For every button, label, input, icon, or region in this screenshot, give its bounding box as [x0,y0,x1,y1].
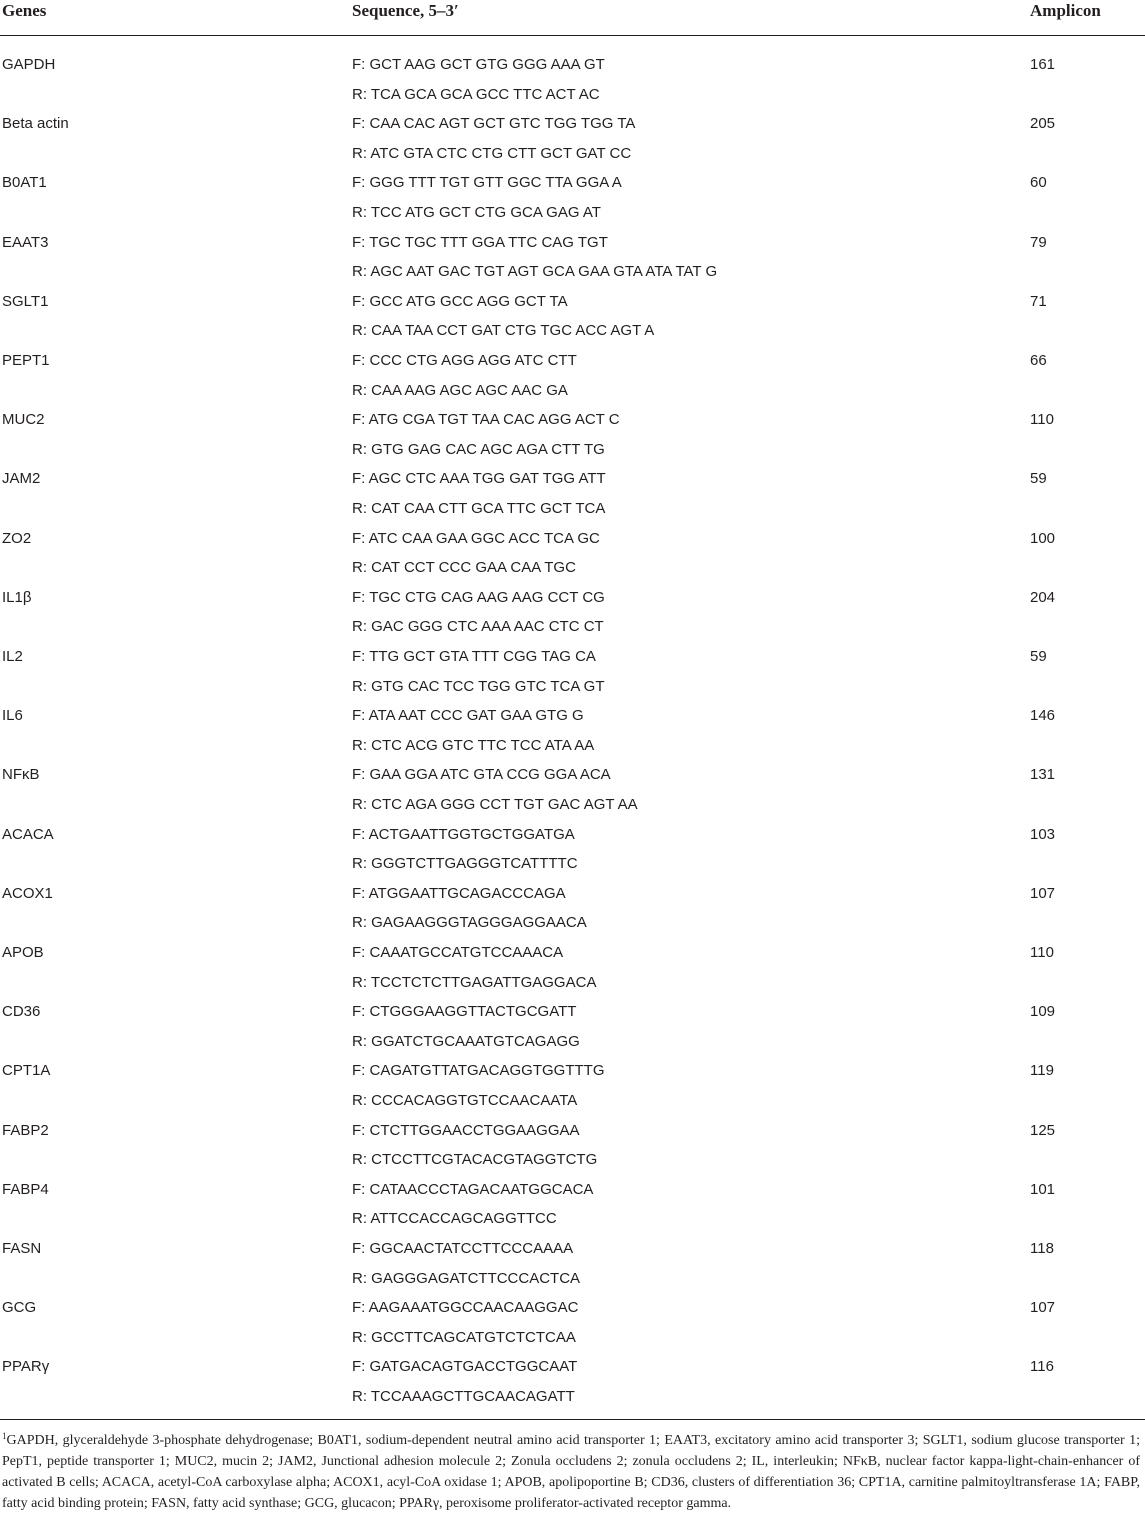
table-row [0,470,1145,500]
table-row-reverse [0,1329,1145,1359]
forward-primer: F: CAAATGCCATGTCCAAACA [352,944,564,961]
table-row [0,234,1145,264]
table-row-reverse [0,1033,1145,1063]
gene-name: Beta actin [2,115,69,133]
gene-name: FASN [2,1240,42,1257]
amplicon-size: 161 [1030,56,1056,73]
forward-primer: F: ATA AAT CCC GAT GAA GTG G [352,707,584,725]
amplicon-size: 107 [1030,1299,1056,1317]
table-row [0,589,1145,619]
table-row-reverse [0,145,1145,175]
table-row-reverse [0,914,1145,944]
amplicon-size: 116 [1030,1358,1054,1376]
header-sequence: Sequence, 5–3′ [352,1,459,20]
reverse-primer: R: GGGTCTTGAGGGTCATTTTC [352,855,578,873]
table-row [0,944,1145,974]
table-row [0,411,1145,441]
table-row-reverse [0,263,1145,293]
table-row-reverse [0,1270,1145,1300]
table-row-reverse [0,737,1145,767]
forward-primer: F: GATGACAGTGACCTGGCAAT [352,1358,578,1376]
reverse-primer: R: TCCTCTCTTGAGATTGAGGACA [352,973,597,991]
gene-name: ZO2 [2,529,32,547]
gene-name: IL6 [2,707,23,725]
table-row-reverse [0,1151,1145,1181]
reverse-primer: R: CAA AAG AGC AGC AAC GA [352,381,568,399]
reverse-primer: R: TCC ATG GCT CTG GCA GAG AT [352,204,601,221]
gene-name: EAAT3 [2,233,49,251]
table-row [0,56,1145,86]
table-row [0,174,1145,204]
table-bottom-rule [0,1419,1145,1420]
table-row [0,115,1145,145]
gene-name: GCG [2,1299,37,1317]
reverse-primer: R: CTC ACG GTC TTC TCC ATA AA [352,736,595,754]
amplicon-size: 119 [1030,1062,1054,1080]
forward-primer: F: ACTGAATTGGTGCTGGATGA [352,825,575,843]
table-row [0,1062,1145,1092]
amplicon-size: 109 [1030,1003,1056,1021]
gene-name: GAPDH [2,56,56,73]
table-row-reverse [0,500,1145,530]
reverse-primer: R: GAGGGAGATCTTCCCACTCA [352,1269,581,1287]
table-row-reverse [0,1092,1145,1122]
forward-primer: F: GAA GGA ATC GTA CCG GGA ACA [352,766,611,784]
table-row [0,1181,1145,1211]
reverse-primer: R: GGATCTGCAAATGTCAGAGG [352,1032,580,1050]
table-header [0,0,1145,36]
forward-primer: F: GGCAACTATCCTTCCCAAAA [352,1240,574,1257]
table-row [0,1358,1145,1388]
table-footnote [2,1430,1140,1514]
table-row-reverse [0,1388,1145,1418]
reverse-primer: R: ATC GTA CTC CTG CTT GCT GAT CC [352,144,632,162]
reverse-primer: R: GAGAAGGGTAGGGAGGAACA [352,914,587,932]
table-row-reverse [0,974,1145,1004]
forward-primer: F: ATG CGA TGT TAA CAC AGG ACT C [352,411,620,429]
reverse-primer: R: CCCACAGGTGTCCAACAATA [352,1092,578,1109]
reverse-primer: R: CTC AGA GGG CCT TGT GAC AGT AA [352,796,638,813]
amplicon-size: 103 [1030,825,1056,843]
forward-primer: F: AGC CTC AAA TGG GAT TGG ATT [352,470,606,488]
amplicon-size: 100 [1030,529,1056,547]
table-row-reverse [0,559,1145,589]
reverse-primer: R: GCCTTCAGCATGTCTCTCAA [352,1328,576,1346]
forward-primer: F: CATAACCCTAGACAATGGCACA [352,1180,594,1198]
amplicon-size: 79 [1030,233,1047,251]
amplicon-size: 59 [1030,648,1047,665]
footnote-text: GAPDH, glyceraldehyde 3-phosphate dehydrogenase; B0AT1, sodium-dependent neutral amino acid transporter 1; EAAT3, excitatory amino acid transporter 3; SGLT1, sodium glucose transporter 1; PepT1, peptide transporter 1; MUC2, mucin 2; JAM2, Junctional adhesion molecule 2; Zonula occludens 2; zonula occludens 2; IL, interleukin; NFκB, nuclear factor kappa-light-chain-enhancer of activated B cells; ACACA, acetyl-CoA carboxylase alpha; ACOX1, acyl-CoA oxidase 1; APOB, apolipoportine B; CD36, clusters of differentiation 36; CPT1A, carnitine palmitoyltransferase 1A; FABP, fatty acid binding protein; FASN, fatty acid synthase; GCG, glucacon; PPARγ, peroxisome proliferator-activated receptor gamma. [2,1432,1140,1511]
amplicon-size: 125 [1030,1121,1056,1139]
table-row-reverse [0,441,1145,471]
table-row [0,1122,1145,1152]
table-row-reverse [0,204,1145,234]
table-row [0,826,1145,856]
amplicon-size: 60 [1030,174,1047,192]
table-row-reverse [0,322,1145,352]
forward-primer: F: TGC CTG CAG AAG AAG CCT CG [352,588,605,606]
gene-name: FABP2 [2,1121,49,1139]
forward-primer: F: GGG TTT TGT GTT GGC TTA GGA A [352,174,622,192]
forward-primer: F: CTCTTGGAACCTGGAAGGAA [352,1121,580,1139]
amplicon-size: 205 [1030,115,1056,133]
forward-primer: F: CCC CTG AGG AGG ATC CTT [352,352,577,369]
gene-name: SGLT1 [2,292,49,310]
forward-primer: F: GCT AAG GCT GTG GGG AAA GT [352,56,605,73]
gene-name: CD36 [2,1003,41,1021]
footnote-marker: 1 [2,1430,7,1441]
reverse-primer: R: CAT CCT CCC GAA CAA TGC [352,559,576,577]
table-row [0,530,1145,560]
reverse-primer: R: AGC AAT GAC TGT AGT GCA GAA GTA ATA TAT G [352,263,718,281]
gene-name: CPT1A [2,1062,51,1080]
gene-name: JAM2 [2,470,41,488]
table-row-reverse [0,678,1145,708]
amplicon-size: 118 [1030,1240,1054,1257]
gene-name: B0AT1 [2,174,47,192]
amplicon-size: 131 [1030,766,1056,784]
table-row-reverse [0,86,1145,116]
table-row [0,1240,1145,1270]
amplicon-size: 110 [1030,944,1054,961]
amplicon-size: 204 [1030,588,1056,606]
forward-primer: F: CAGATGTTATGACAGGTGGTTTG [352,1062,605,1080]
gene-name: APOB [2,944,44,961]
table-row [0,648,1145,678]
amplicon-size: 107 [1030,884,1056,902]
table-row [0,766,1145,796]
gene-name: FABP4 [2,1180,49,1198]
table-row [0,1299,1145,1329]
table-row [0,352,1145,382]
gene-name: ACACA [2,825,54,843]
reverse-primer: R: CAA TAA CCT GAT CTG TGC ACC AGT A [352,322,655,340]
amplicon-size: 66 [1030,352,1047,369]
reverse-primer: R: GTG CAC TCC TGG GTC TCA GT [352,677,605,695]
table-row-reverse [0,796,1145,826]
table-row [0,1003,1145,1033]
reverse-primer: R: TCCAAAGCTTGCAACAGATT [352,1388,575,1405]
header-amplicon: Amplicon [1030,1,1101,20]
reverse-primer: R: GTG GAG CAC AGC AGA CTT TG [352,440,605,458]
amplicon-size: 59 [1030,470,1047,488]
gene-name: MUC2 [2,411,45,429]
reverse-primer: R: GAC GGG CTC AAA AAC CTC CT [352,618,604,636]
gene-name: PPARγ [2,1358,50,1376]
reverse-primer: R: TCA GCA GCA GCC TTC ACT AC [352,85,600,103]
table-row [0,885,1145,915]
header-genes: Genes [2,1,47,20]
gene-name: ACOX1 [2,884,53,902]
forward-primer: F: TGC TGC TTT GGA TTC CAG TGT [352,233,608,251]
forward-primer: F: ATGGAATTGCAGACCCAGA [352,884,566,902]
forward-primer: F: ATC CAA GAA GGC ACC TCA GC [352,529,600,547]
table-row-reverse [0,1210,1145,1240]
forward-primer: F: GCC ATG GCC AGG GCT TA [352,292,568,310]
amplicon-size: 101 [1030,1180,1056,1198]
gene-name: NFκB [2,766,40,784]
forward-primer: F: CTGGGAAGGTTACTGCGATT [352,1003,577,1021]
forward-primer: F: CAA CAC AGT GCT GTC TGG TGG TA [352,115,636,133]
gene-name: IL2 [2,648,23,665]
table-row [0,707,1145,737]
gene-name: IL1β [2,588,32,606]
amplicon-size: 110 [1030,411,1054,429]
gene-name: PEPT1 [2,352,50,369]
amplicon-size: 71 [1030,292,1047,310]
table-row-reverse [0,382,1145,412]
reverse-primer: R: ATTCCACCAGCAGGTTCC [352,1210,557,1228]
table-row-reverse [0,855,1145,885]
amplicon-size: 146 [1030,707,1056,725]
table-row-reverse [0,618,1145,648]
table-row [0,293,1145,323]
reverse-primer: R: CTCCTTCGTACACGTAGGTCTG [352,1151,598,1169]
forward-primer: F: AAGAAATGGCCAACAAGGAC [352,1299,579,1317]
reverse-primer: R: CAT CAA CTT GCA TTC GCT TCA [352,500,606,517]
forward-primer: F: TTG GCT GTA TTT CGG TAG CA [352,648,596,665]
